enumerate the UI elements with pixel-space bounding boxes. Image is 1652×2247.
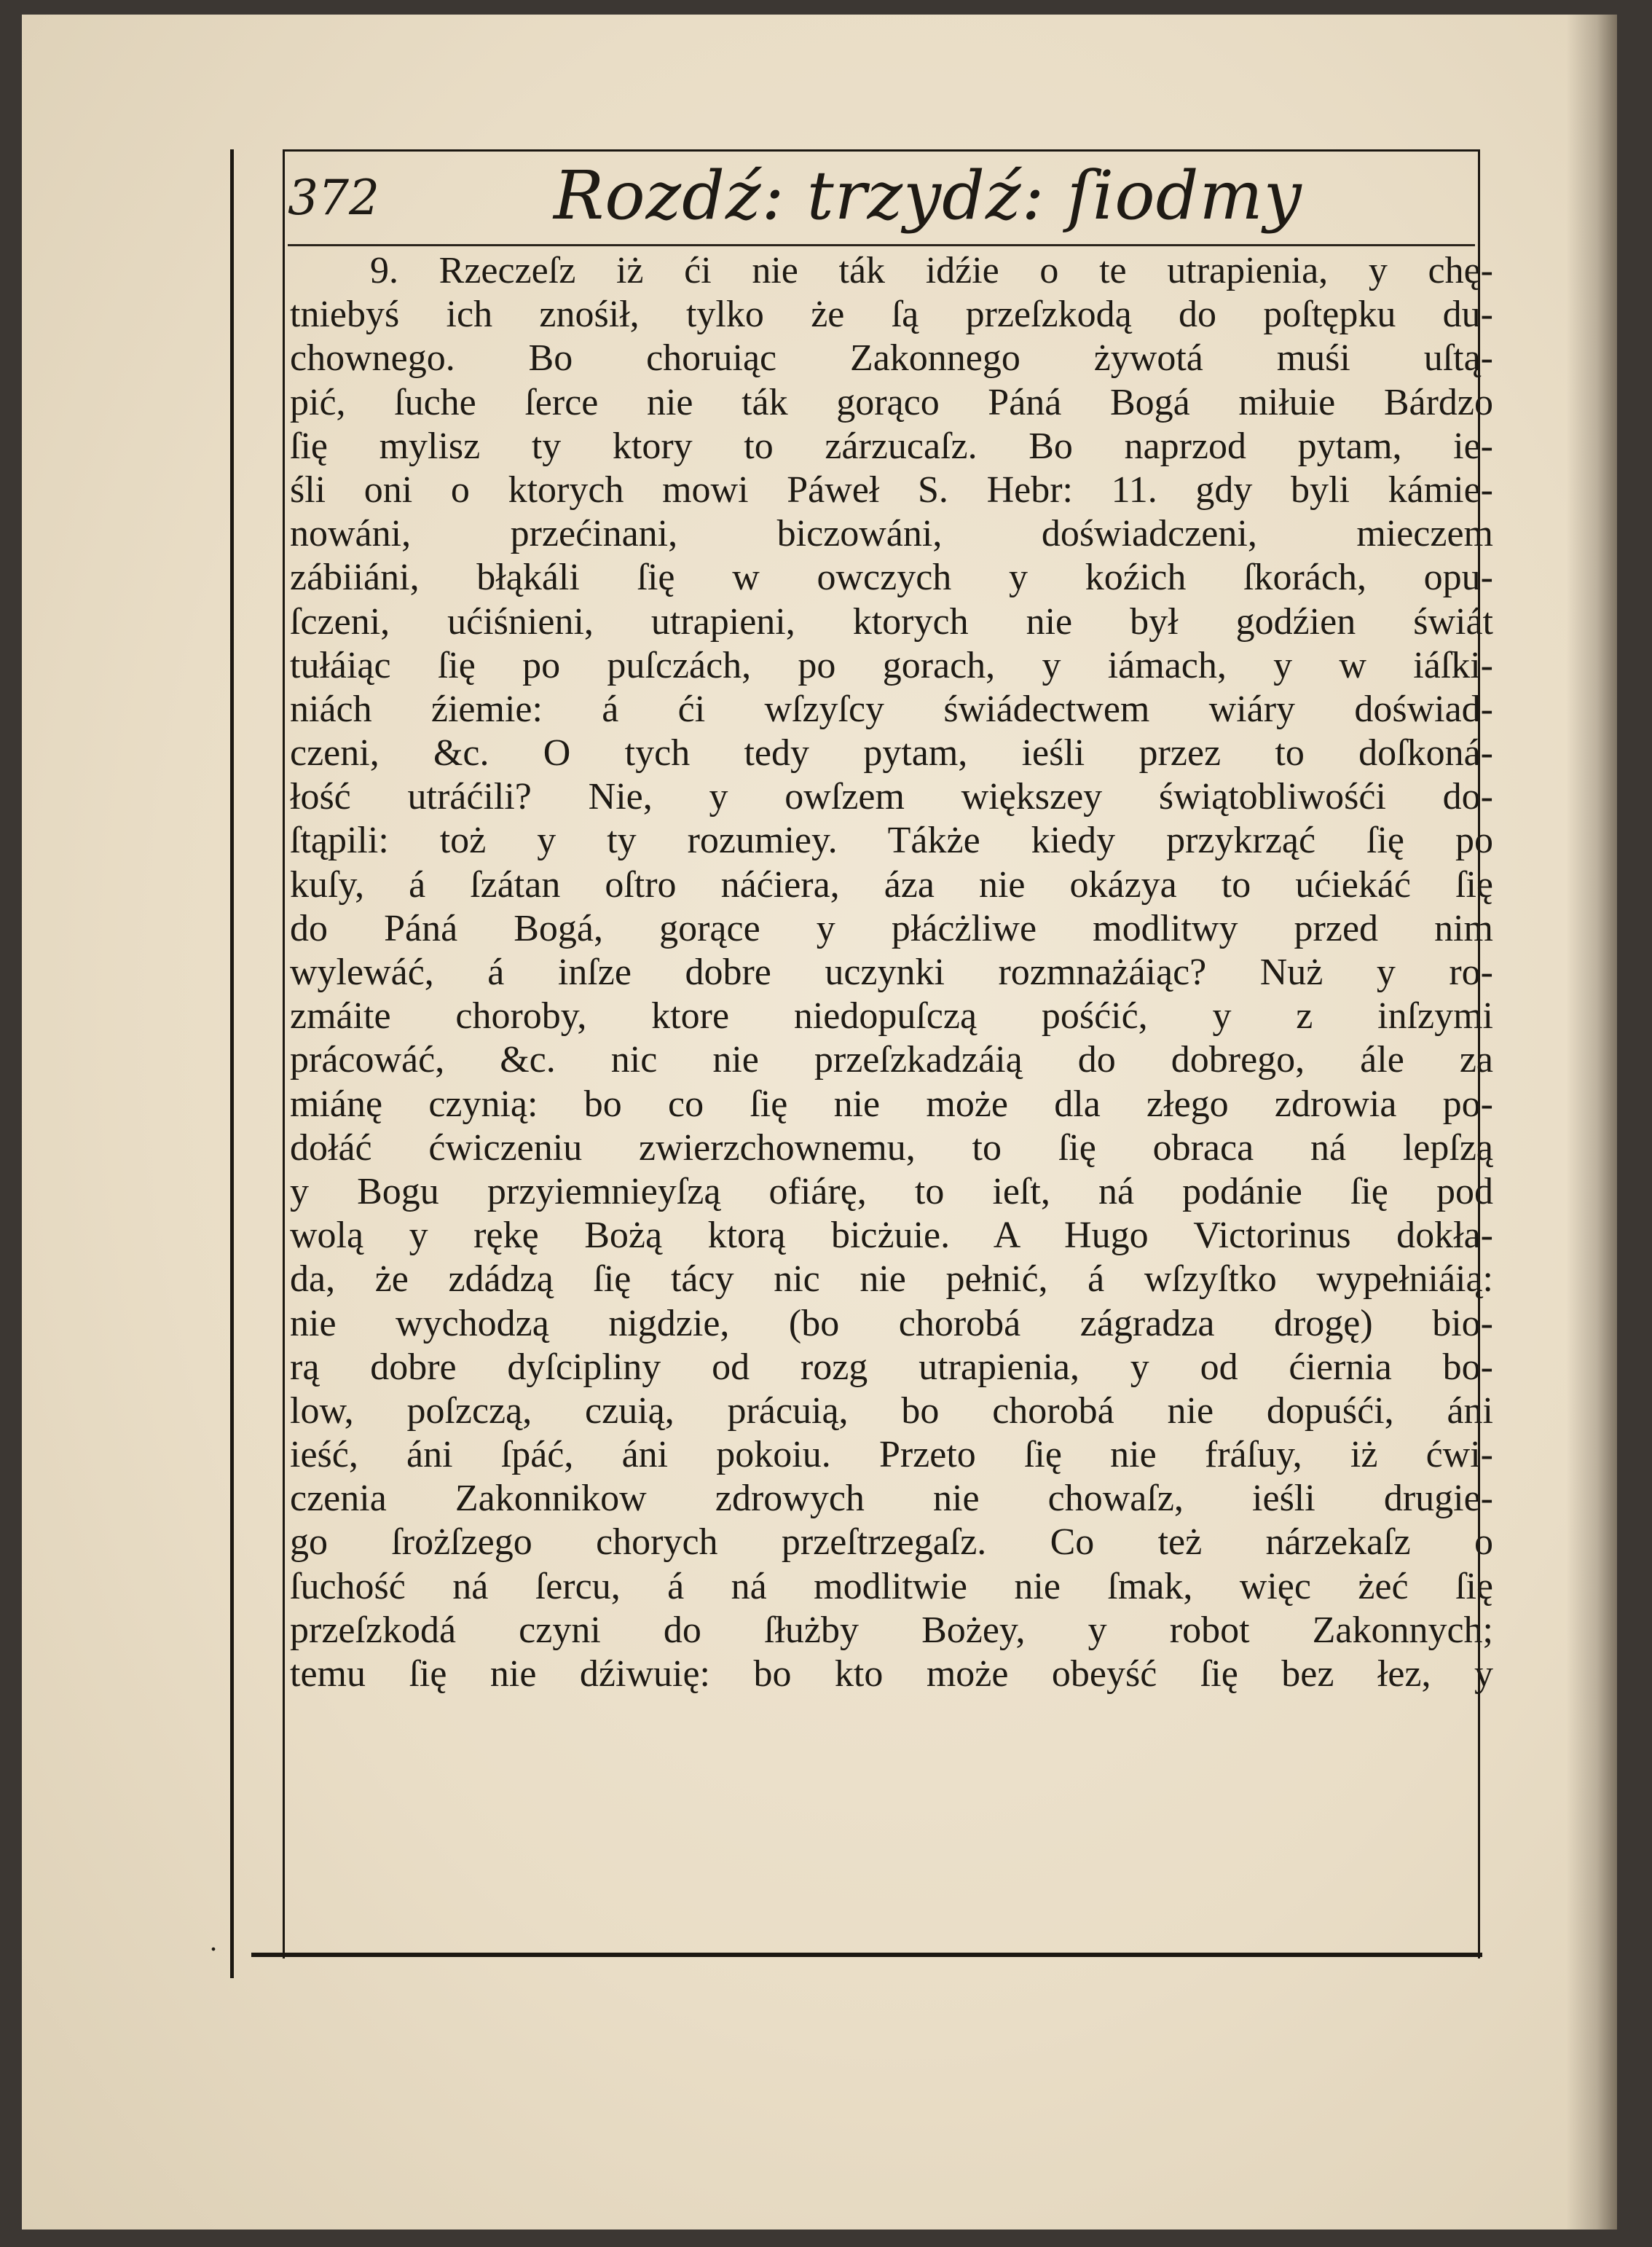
text-line: ſię mylisz ty ktory to zárzucaſz. Bo naprzod pytam, ie- xyxy=(290,425,1493,467)
text-line: 9. Rzeczeſz iż ći nie ták idźie o te utrapienia, y chę- xyxy=(370,250,1493,291)
text-line: łość utráćili? Nie, y owſzem większey świątobliwośći do- xyxy=(290,776,1493,818)
text-line: ſuchość ná ſercu, á ná modlitwie nie ſmak, więc żeć ſię xyxy=(290,1565,1493,1607)
text-line: da, że zdádzą ſię tácy nic nie pełnić, á wſzyſtko wypełniáią: xyxy=(290,1258,1493,1301)
text-line: low, poſzczą, czuią, prácuią, bo chorobá nie dopuśći, áni xyxy=(290,1389,1493,1432)
text-line: przeſzkodá czyni do ſłużby Bożey, y robot Zakonnych; xyxy=(290,1609,1493,1651)
text-line: zmáite choroby, ktore niedopuſczą pośćić, y z inſzymi xyxy=(290,995,1493,1038)
page-gutter-shadow xyxy=(1566,15,1617,2230)
text-line: rą dobre dyſcipliny od rozg utrapienia, y od ćiernia bo- xyxy=(290,1346,1493,1388)
text-line: do Páná Bogá, gorące y płácżliwe modlitwy przed nim xyxy=(290,907,1493,949)
text-line: tniebyś ich znośił, tylko że ſą przeſzkodą do poſtępku du- xyxy=(290,294,1493,336)
text-line: miánę czynią: bo co ſię nie może dla złego zdrowia po- xyxy=(290,1083,1493,1125)
text-line: pić, ſuche ſerce nie ták gorąco Páná Bogá miłuie Bárdzo xyxy=(290,381,1493,423)
text-line: niách źiemie: á ći wſzyſcy świádectwem wiáry doświad- xyxy=(290,688,1493,730)
text-line: ieść, áni ſpáć, áni pokoiu. Przeto ſię nie fráſuy, iż ćwi- xyxy=(290,1434,1493,1476)
page-header xyxy=(288,157,1475,244)
text-line: czenia Zakonnikow zdrowych nie chowaſz, ieśli drugie- xyxy=(290,1478,1493,1520)
header-rule xyxy=(288,244,1475,246)
text-line: dołáć ćwiczeniu zwierzchownemu, to ſię obraca ná lepſzą xyxy=(290,1126,1493,1169)
text-line: zábiiáni, błąkáli ſię w owczych y koźich ſkorách, opu- xyxy=(290,557,1493,599)
text-line: go ſrożſzego chorych przeſtrzegaſz. Co też nárzekaſz o xyxy=(290,1521,1493,1564)
text-line: wylewáć, á inſze dobre uczynki rozmnażáiąc? Nuż y ro- xyxy=(290,952,1493,993)
text-line: nowáni, przećinani, biczowáni, doświadczeni, mieczem xyxy=(290,513,1493,555)
text-line: prácowáć, &c. nic nie przeſzkadzáią do dobrego, ále za xyxy=(290,1039,1493,1081)
page-number: 372 xyxy=(288,170,379,226)
text-line: śli oni o ktorych mowi Páweł S. Hebr: 11. gdy byli kámie- xyxy=(290,468,1493,511)
text-line: kuſy, á ſzátan oſtro náćiera, áza nie okázya to ućiekáć ſię xyxy=(290,863,1493,906)
text-line: temu ſię nie dźiwuię: bo kto może obeyść ſię bez łez, y xyxy=(290,1653,1493,1695)
body-text xyxy=(290,249,1493,1696)
bottom-rule xyxy=(251,1953,1482,1957)
text-line: tułáiąc ſię po puſczách, po gorach, y iámach, y w iáſki- xyxy=(290,644,1493,686)
text-line: chownego. Bo choruiąc Zakonnego żywotá muśi uſtą- xyxy=(290,337,1493,380)
text-line: y Bogu przyiemnieyſzą ofiárę, to ieſt, ná podánie ſię pod xyxy=(290,1170,1493,1212)
text-line: czeni, &c. O tych tedy pytam, ieśli przez to doſkoná- xyxy=(290,732,1493,775)
text-line: wolą y rękę Bożą ktorą bicżuie. A Hugo Victorinus dokła- xyxy=(290,1215,1493,1257)
running-head: Rozdź: trzydź: ſiodmy xyxy=(554,157,1302,235)
text-line: nie wychodzą nigdzie, (bo chorobá zágradza drogę) bio- xyxy=(290,1302,1493,1344)
margin-mark: . xyxy=(210,1924,217,1957)
text-line: ſczeni, ućiśnieni, utrapieni, ktorych nie był godźien świát xyxy=(290,600,1493,643)
text-line: ſtąpili: toż y ty rozumiey. Tákże kiedy przykrząć ſię po xyxy=(290,820,1493,862)
